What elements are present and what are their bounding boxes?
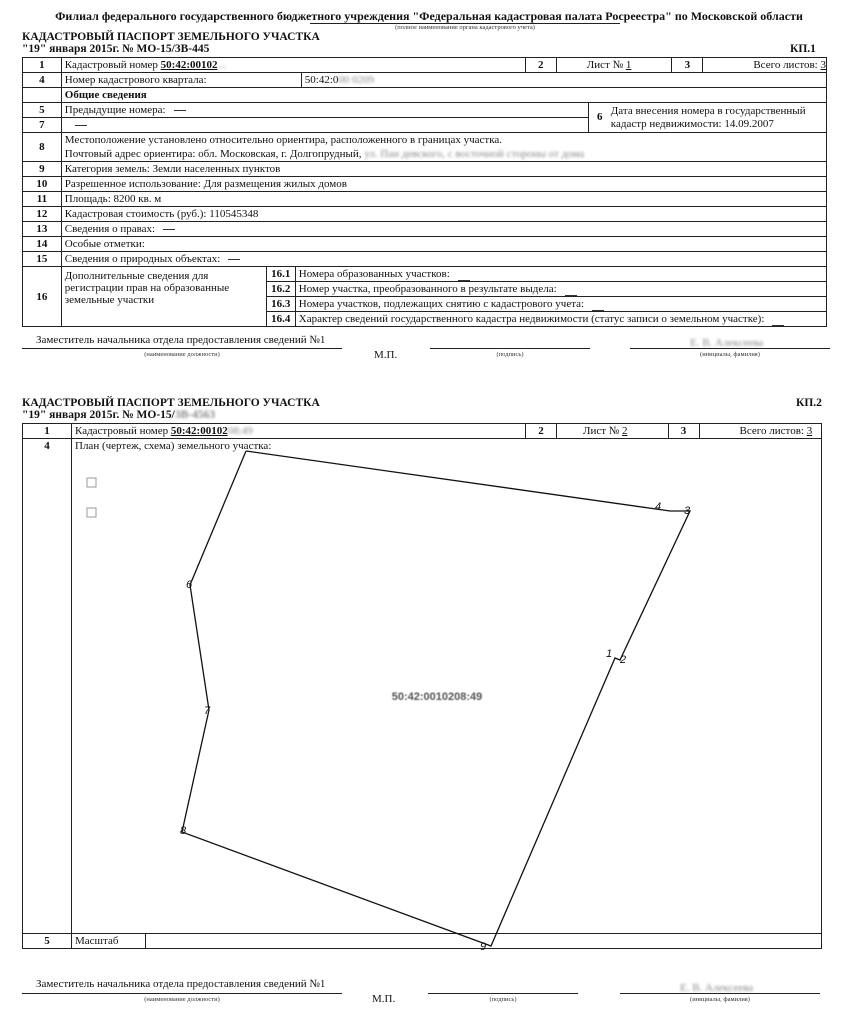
sig2-pos-caption: (наименование должности) xyxy=(144,996,220,1003)
vertex-4-label: 4 xyxy=(655,501,662,513)
location-line-2: Почтовый адрес ориентира: обл. Московская, г. Долгопрудный, xyxy=(64,148,362,160)
sheet1-title: КАДАСТРОВЫЙ ПАСПОРТ ЗЕМЕЛЬНОГО УЧАСТКА xyxy=(22,31,320,43)
vertex-9-label: 9 xyxy=(480,941,487,953)
sig2-name: Е. В. Алексеева xyxy=(680,982,754,994)
nature-objects: Сведения о природных объектах: xyxy=(64,253,221,265)
sheet2-box-2: 2 xyxy=(525,423,557,439)
row-cost: 12 Кадастровая стоимость (руб.): 110545348 xyxy=(23,207,827,222)
sheet2-code: КП.2 xyxy=(796,397,822,409)
sub-16-3: Номера участков, подлежащих снятию с кадастрового учета: xyxy=(298,298,585,310)
quarter-value: 50:42:0 xyxy=(304,74,339,86)
sheet-label: Лист № xyxy=(586,59,624,71)
quarter-label: Номер кадастрового квартала: xyxy=(62,73,302,87)
sheet1-code: КП.1 xyxy=(790,43,816,55)
sheet2-box-3: 3 xyxy=(668,423,700,439)
parcel-label: 50:42:0010208:49 xyxy=(391,691,483,703)
location-line-1: Местоположение установлено относительно ориентира, расположенного в границах участка. xyxy=(64,134,503,146)
sheet2-cad-num-value: 50:42:00102 xyxy=(170,425,228,437)
scale-label: Масштаб xyxy=(72,934,146,948)
cad-num-label: Кадастровый номер xyxy=(64,59,158,71)
row-prev: 5 Предыдущие номера: 6 Дата внесения номера в государственный кадастр недвижимости: 14.09.2007 xyxy=(23,103,827,118)
sheet2-row-scale: 5 Масштаб xyxy=(23,934,822,949)
permitted-use: Разрешенное использование: Для размещения жилых домов xyxy=(61,177,826,192)
sheet2-sheet-label: Лист № xyxy=(583,425,620,437)
special-marks: Особые отметки: xyxy=(64,238,145,250)
sig1-name-caption: (инициалы, фамилия) xyxy=(700,351,760,358)
sheet2-sheet-num: 2 xyxy=(622,425,628,437)
vertex-8-label: 8 xyxy=(180,825,187,837)
date-entry: Дата внесения номера в государственный кадастр недвижимости: 14.09.2007 xyxy=(610,104,806,130)
row-location: 8 Местоположение установлено относительно ориентира, расположенного в границах участка. Почтовый адрес ориентира: обл. Московская, г. Долгопрудный, ул. Пан девского, с восточной стороны от дома xyxy=(23,133,827,162)
row-nature: 15 Сведения о природных объектах: xyxy=(23,252,827,267)
sig1-sign-caption: (подпись) xyxy=(496,351,524,358)
box-3: 3 xyxy=(671,57,703,73)
sub-16-4: Характер сведений государственного кадастра недвижимости (статус записи о земельном участке): xyxy=(298,313,765,325)
row-7: 7 xyxy=(23,118,827,133)
sub-16-2: Номер участка, преобразованного в результате выдела: xyxy=(298,283,557,295)
sheet2-total-label: Всего листов: xyxy=(739,425,804,437)
org-name: Филиал федерального государственного бюджетного учреждения "Федеральная кадастровая палата Росреестра" по Московской области xyxy=(55,9,803,23)
box-2: 2 xyxy=(525,57,557,73)
row-cad-num: 1 Кадастровый номер 50:42:00102... 2 Лист № 1 3 Всего листов: 3 xyxy=(23,58,827,73)
sig1-mp: М.П. xyxy=(374,349,398,361)
sig2-position: Заместитель начальника отдела предоставления сведений №1 xyxy=(36,978,326,990)
vertex-7-label: 7 xyxy=(204,705,211,717)
general-heading: Общие сведения xyxy=(61,88,826,103)
extra-info: Дополнительные сведения для регистрации прав на образованные земельные участки xyxy=(62,267,267,326)
sub-16-1: Номера образованных участков: xyxy=(298,268,450,280)
row-category: 9 Категория земель: Земли населенных пунктов xyxy=(23,162,827,177)
vertex-3-label: 3 xyxy=(684,505,691,517)
sheet2-row-cad-num: 1 Кадастровый номер 50:42:0010208:49 2 Лист № 2 3 Всего листов: 3 xyxy=(23,424,822,439)
org-caption: (полное наименование органа кадастрового учета) xyxy=(395,24,535,31)
sheet2-date-line: "19" января 2015г. № МО-15/3В-4563 xyxy=(22,409,216,421)
row-rights: 13 Сведения о правах: xyxy=(23,222,827,237)
sheet-num: 1 xyxy=(625,59,632,71)
vertex-2-label: 2 xyxy=(620,654,627,666)
category: Категория земель: Земли населенных пунктов xyxy=(61,162,826,177)
sig2-name-caption: (инициалы, фамилия) xyxy=(690,996,750,1003)
cad-num-value: 50:42:00102 xyxy=(160,59,218,71)
row-quarter: 4 Номер кадастрового квартала: 50:42:000 0209 xyxy=(23,73,827,88)
sig2-mp: М.П. xyxy=(372,993,396,1005)
sig2-sign-caption: (подпись) xyxy=(489,996,517,1003)
row-permitted: 10 Разрешенное использование: Для размещения жилых домов xyxy=(23,177,827,192)
legend-box-1 xyxy=(87,478,96,487)
vertex-6-label: 6 xyxy=(186,579,193,591)
sheet1-date-line: "19" января 2015г. № МО-15/3В-445 xyxy=(22,43,210,55)
sig1-name: Е. В. Алексеева xyxy=(690,337,764,349)
prev-label: Предыдущие номера: xyxy=(64,104,166,116)
sheet2-title: КАДАСТРОВЫЙ ПАСПОРТ ЗЕМЕЛЬНОГО УЧАСТКА xyxy=(22,397,320,409)
sheet2-row-plan: 4 План (чертеж, схема) земельного участка: xyxy=(23,439,822,934)
row-extra: 16 Дополнительные сведения для регистрации прав на образованные земельные участки 16.1 Номера образованных участков: 16.2 Номер участка, преобразованного в результате выдела: 16.3 Номера участков, подлежащих снятию с кадастрового учета: 16.4 Характер сведений государственного кадастра недвижимости (статус записи о земельном участке): xyxy=(23,267,827,327)
row-area: 11 Площадь: 8200 кв. м xyxy=(23,192,827,207)
vertex-1-label: 1 xyxy=(606,648,613,660)
legend-box-2 xyxy=(87,508,96,517)
sheet2-cad-num-label: Кадастровый номер xyxy=(75,425,169,437)
sheet2-total-num: 3 xyxy=(806,425,813,437)
total-label: Всего листов: xyxy=(753,59,818,71)
row-special: 14 Особые отметки: xyxy=(23,237,827,252)
sig1-pos-caption: (наименование должности) xyxy=(144,351,220,358)
sig1-position: Заместитель начальника отдела предоставления сведений №1 xyxy=(36,334,326,346)
area: Площадь: 8200 кв. м xyxy=(61,192,826,207)
plan-label: План (чертеж, схема) земельного участка: xyxy=(75,440,272,452)
cadastral-cost: Кадастровая стоимость (руб.): 110545348 xyxy=(61,207,826,222)
total-num: 3 xyxy=(820,59,826,71)
rights: Сведения о правах: xyxy=(64,223,156,235)
